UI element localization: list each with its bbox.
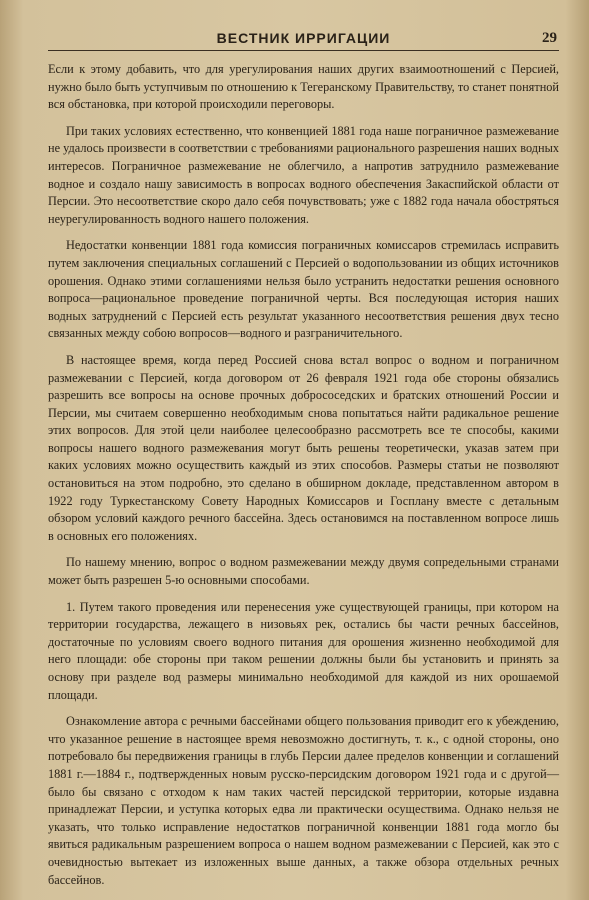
- paragraph-5: По нашему мнению, вопрос о водном размежевании между двумя сопредельными странами может быть разрешен 5-ю основными способами.: [48, 555, 559, 588]
- journal-title: ВЕСТНИК ИРРИГАЦИИ: [216, 30, 391, 46]
- paragraph-2: При таких условиях естественно, что конвенцией 1881 года наше пограничное размежевание не удалось произвести в соответствии с требованиями рационального разрешения наших водных интересов. Пограничное размежевание не облегчило, а напротив затруднило размежевание водное и создало нашу зависимость в вопросах водного обеспечения Закаспийской области от Персии. Это несоответствие скоро дало себя почувствовать; уже с 1882 года начала обостряться неурегулированность водного нашего положения.: [48, 123, 559, 226]
- page-number: 29: [542, 30, 557, 46]
- paragraph-7: Ознакомление автора с речными бассейнами общего пользования приводит его к убеждению, что указанное решение в настоящее время невозможно достигнуть, т. к., с одной стороны, оно потребовало бы передвижения границы в глубь Персии далее пределов конвенции и соглашений 1881 г.—1884 г., подтвержденных новым русско-персидским договором 1921 года и с другой—было бы связано с отходом к нам таких частей персидской территории, которые издавна принадлежат Персии, и уступка которых едва ли практически осуществима. Однако нельзя не указать, что только исправление недостатков пограничной конвенции 1881 года могло бы явиться радикальным разрешением вопроса о нашем водном размежевании с Персией, как это с очевидностью вытекает из изложенных выше данных, а также обзора отдельных речных бассейнов.: [48, 714, 559, 887]
- paragraph-4: В настоящее время, когда перед Россией снова встал вопрос о водном и пограничном размежевании с Персией, когда договором от 26 февраля 1921 года обе стороны обязались разрешить все вопросы на основе прочных добрососедских и братских отношений России и Персии, мы считаем совершенно необходимым снова попытаться найти радикальное решение этих вопросов. Для этой цели наиболее целесообразно рассмотреть все те способы, какими вопросы нашего водного размежевания могут быть решены теоретически, указав затем при каких условиях можно осуществить каждый из этих способов. Размеры статьи не позволяют остановиться на этом подробно, это сделано в обширном докладе, представленном автором в 1922 году Туркестанскому Совету Народных Комиссаров и Госплану вместе с детальным обзором условий каждого речного бассейна. Здесь остановимся на поставленном вопросе лишь в основных его положениях.: [48, 352, 559, 543]
- paragraph-6: 1. Путем такого проведения или перенесения уже существующей границы, при котором на территории государства, лежащего в низовьях рек, остались бы части речных бассейнов, достаточные по условиям своего водного питания для орошения жизненно необходимой для него площади: обе стороны при таком решении должны были бы установить и принять за основу при разделе вод размеры минимально необходимой для каждой из них орошаемой площади.: [48, 599, 559, 702]
- page-header: [48, 28, 559, 51]
- paragraph-3: Недостатки конвенции 1881 года комиссия пограничных комиссаров стремилась исправить путем заключения специальных соглашений с Персией о водопользовании из общих источников орошения. Однако этими соглашениями нельзя было устранить недостатки решения основного вопроса—рациональное проведение пограничной черты. Вся последующая история наших водных затруднений с Персией есть результат указанного несоответствия решения двух тесно связанных между собою вопросов—водного и разграничительного.: [48, 238, 559, 341]
- paragraph-1: Если к этому добавить, что для урегулирования наших других взаимоотношений с Персией, нужно было быть уступчивым по отношению к Тегеранскому Правительству, то станет понятной вся обстановка, при которой происходили переговоры.: [48, 62, 559, 112]
- article-body: [48, 61, 559, 889]
